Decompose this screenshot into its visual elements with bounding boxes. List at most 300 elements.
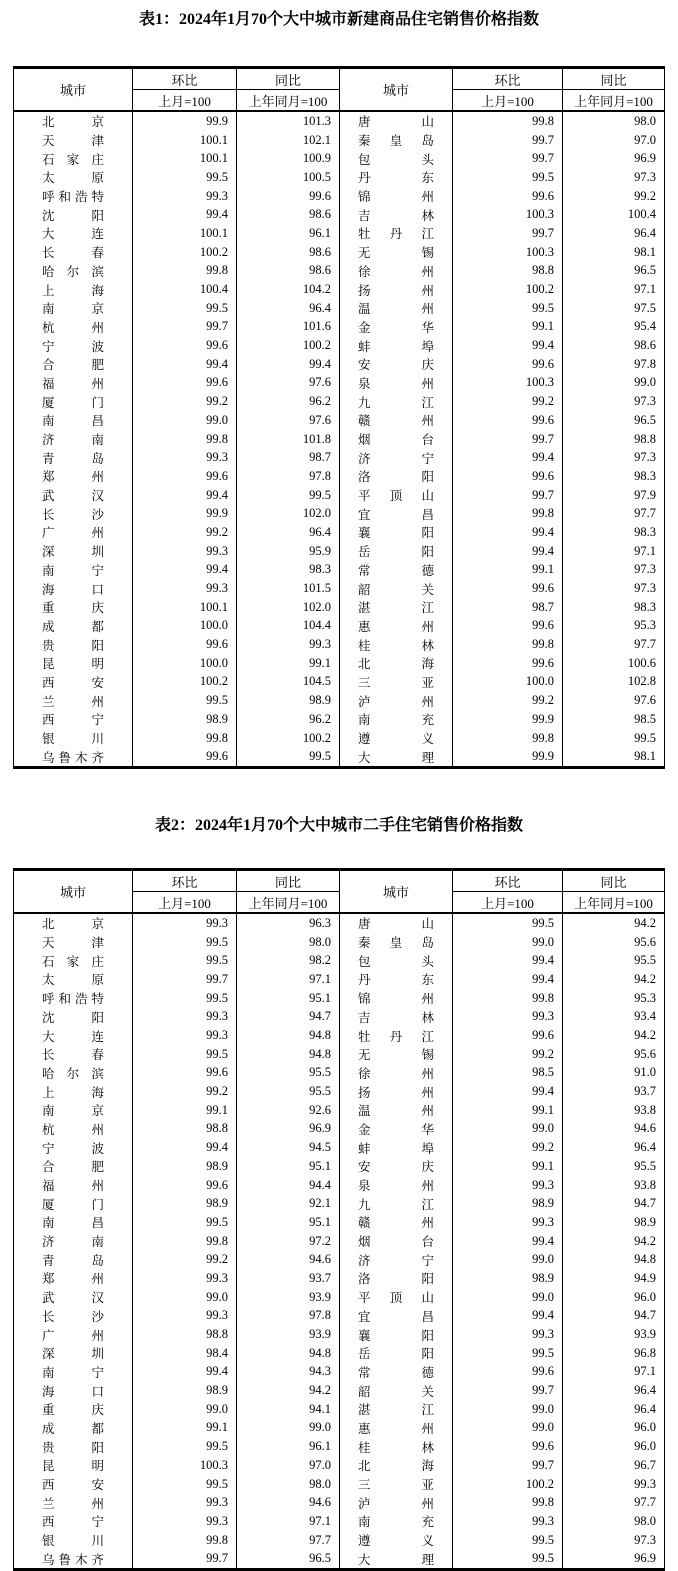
city-cell bbox=[340, 913, 453, 933]
city-name: 银川 bbox=[42, 732, 104, 747]
table-row bbox=[14, 1120, 665, 1139]
mom-value-cell: 99.9 bbox=[133, 111, 237, 131]
city-name: 温州 bbox=[358, 1104, 434, 1119]
city-cell bbox=[340, 318, 453, 337]
table-row bbox=[14, 374, 665, 393]
city-name: 常德 bbox=[358, 563, 434, 578]
city-name: 海口 bbox=[42, 1384, 104, 1399]
city-cell bbox=[14, 1437, 133, 1456]
mom-value-cell: 99.4 bbox=[133, 355, 237, 374]
city-cell bbox=[14, 989, 133, 1008]
city-name: 襄阳 bbox=[358, 1328, 434, 1343]
city-name: 泉州 bbox=[358, 376, 434, 391]
city-cell bbox=[340, 392, 453, 411]
city-name: 三亚 bbox=[358, 675, 434, 690]
mom-value-cell: 99.0 bbox=[133, 1400, 237, 1419]
mom-value-cell: 100.3 bbox=[453, 205, 563, 224]
header-yoy-base-right: 上年同月=100 bbox=[563, 892, 665, 914]
yoy-value-cell: 93.4 bbox=[634, 1009, 656, 1024]
mom-value-cell: 99.5 bbox=[453, 1549, 563, 1569]
mom-value-cell: 99.1 bbox=[453, 318, 563, 337]
mom-value-cell: 99.5 bbox=[133, 933, 237, 952]
city-cell bbox=[340, 111, 453, 131]
mom-value-cell: 99.7 bbox=[453, 149, 563, 168]
mom-value-cell: 99.1 bbox=[453, 561, 563, 580]
yoy-value-cell: 94.9 bbox=[634, 1270, 656, 1285]
table-row bbox=[14, 1531, 665, 1550]
yoy-value-cell: 96.0 bbox=[634, 1420, 656, 1435]
mom-value-cell: 99.6 bbox=[453, 1363, 563, 1382]
city-cell bbox=[14, 598, 133, 617]
mom-value-cell: 100.0 bbox=[133, 617, 237, 636]
mom-value-cell: 98.5 bbox=[453, 1064, 563, 1083]
table-row bbox=[14, 168, 665, 187]
table-row bbox=[14, 1325, 665, 1344]
mom-value-cell: 99.3 bbox=[133, 448, 237, 467]
city-cell bbox=[14, 542, 133, 561]
city-cell bbox=[14, 1082, 133, 1101]
city-cell bbox=[340, 486, 453, 505]
yoy-value-cell: 95.3 bbox=[634, 990, 656, 1005]
mom-value-cell: 99.7 bbox=[453, 131, 563, 150]
yoy-value-cell: 97.7 bbox=[634, 1495, 656, 1510]
yoy-value-cell: 98.2 bbox=[237, 951, 340, 970]
table-row bbox=[14, 1475, 665, 1494]
city-cell bbox=[14, 561, 133, 580]
yoy-value-cell: 92.6 bbox=[237, 1101, 340, 1120]
city-cell bbox=[14, 1512, 133, 1531]
mom-value-cell: 99.6 bbox=[453, 411, 563, 430]
mom-value-cell: 98.8 bbox=[133, 1325, 237, 1344]
city-cell bbox=[340, 747, 453, 767]
city-cell bbox=[14, 1101, 133, 1120]
city-cell bbox=[340, 1419, 453, 1438]
table-row bbox=[14, 1157, 665, 1176]
city-name: 大连 bbox=[42, 1029, 104, 1044]
city-name: 赣州 bbox=[358, 414, 434, 429]
city-name: 长春 bbox=[42, 246, 104, 261]
mom-value-cell: 100.2 bbox=[133, 243, 237, 262]
mom-value-cell: 99.0 bbox=[453, 933, 563, 952]
mom-value-cell: 99.6 bbox=[453, 579, 563, 598]
table2-secondhand-home-price-index bbox=[13, 868, 665, 1571]
table-row bbox=[14, 355, 665, 374]
mom-value-cell: 99.8 bbox=[133, 262, 237, 281]
yoy-value-cell: 100.2 bbox=[237, 336, 340, 355]
header-yoy-left: 同比 bbox=[237, 870, 340, 892]
mom-value-cell: 100.4 bbox=[133, 280, 237, 299]
table-row bbox=[14, 1138, 665, 1157]
yoy-value-cell: 98.9 bbox=[634, 1214, 656, 1229]
city-cell bbox=[340, 1101, 453, 1120]
yoy-value-cell: 96.9 bbox=[634, 151, 656, 166]
yoy-value-cell: 94.2 bbox=[634, 1028, 656, 1043]
city-cell bbox=[340, 970, 453, 989]
mom-value-cell: 98.9 bbox=[453, 1194, 563, 1213]
yoy-value-cell: 99.5 bbox=[237, 747, 340, 767]
table-row bbox=[14, 673, 665, 692]
mom-value-cell: 100.1 bbox=[133, 149, 237, 168]
yoy-value-cell: 98.6 bbox=[237, 262, 340, 281]
table-row bbox=[14, 1026, 665, 1045]
table-row bbox=[14, 913, 665, 933]
city-name: 北京 bbox=[42, 115, 104, 130]
mom-value-cell: 98.9 bbox=[133, 1157, 237, 1176]
mom-value-cell: 99.0 bbox=[133, 1288, 237, 1307]
city-name: 韶关 bbox=[358, 1384, 434, 1399]
city-cell bbox=[340, 1381, 453, 1400]
mom-value-cell: 99.3 bbox=[133, 542, 237, 561]
yoy-value-cell: 95.4 bbox=[634, 319, 656, 334]
city-name: 大理 bbox=[358, 1552, 434, 1567]
table-row bbox=[14, 1288, 665, 1307]
table-row bbox=[14, 131, 665, 150]
yoy-value-cell: 101.8 bbox=[237, 430, 340, 449]
mom-value-cell: 99.5 bbox=[133, 299, 237, 318]
city-cell bbox=[14, 1400, 133, 1419]
yoy-value-cell: 96.4 bbox=[634, 1383, 656, 1398]
city-name: 南京 bbox=[42, 1104, 104, 1119]
city-name: 上海 bbox=[42, 1085, 104, 1100]
table-row bbox=[14, 318, 665, 337]
city-name: 济南 bbox=[42, 1235, 104, 1250]
city-name: 平顶山 bbox=[358, 489, 434, 504]
city-cell bbox=[14, 1269, 133, 1288]
city-cell bbox=[340, 1120, 453, 1139]
table-row bbox=[14, 224, 665, 243]
yoy-value-cell: 98.0 bbox=[634, 113, 656, 128]
city-name: 济南 bbox=[42, 433, 104, 448]
city-name: 青岛 bbox=[42, 1253, 104, 1268]
city-cell bbox=[340, 411, 453, 430]
city-cell bbox=[340, 1325, 453, 1344]
table-row bbox=[14, 504, 665, 523]
mom-value-cell: 99.7 bbox=[453, 430, 563, 449]
mom-value-cell: 99.0 bbox=[453, 1250, 563, 1269]
table-row bbox=[14, 1064, 665, 1083]
city-cell bbox=[14, 131, 133, 150]
mom-value-cell: 99.6 bbox=[133, 374, 237, 393]
yoy-value-cell: 97.1 bbox=[634, 543, 656, 558]
city-name: 贵阳 bbox=[42, 638, 104, 653]
city-name: 乌鲁木齐 bbox=[42, 1552, 104, 1567]
table-row bbox=[14, 933, 665, 952]
city-name: 兰州 bbox=[42, 1496, 104, 1511]
city-name: 南宁 bbox=[42, 563, 104, 578]
mom-value-cell: 99.8 bbox=[453, 635, 563, 654]
table-row bbox=[14, 1363, 665, 1382]
city-name: 扬州 bbox=[358, 283, 434, 298]
mom-value-cell: 99.6 bbox=[133, 747, 237, 767]
table-row bbox=[14, 1082, 665, 1101]
city-name: 福州 bbox=[42, 1179, 104, 1194]
yoy-value-cell: 97.1 bbox=[634, 282, 656, 297]
table-row bbox=[14, 392, 665, 411]
mom-value-cell: 99.6 bbox=[453, 1437, 563, 1456]
table-row bbox=[14, 579, 665, 598]
city-name: 金华 bbox=[358, 320, 434, 335]
city-cell bbox=[340, 1363, 453, 1382]
city-name: 呼和浩特 bbox=[42, 992, 104, 1007]
city-cell bbox=[340, 187, 453, 206]
table-row bbox=[14, 710, 665, 729]
city-name: 烟台 bbox=[358, 1235, 434, 1250]
yoy-value-cell: 93.7 bbox=[237, 1269, 340, 1288]
city-name: 武汉 bbox=[42, 489, 104, 504]
city-name: 长沙 bbox=[42, 1309, 104, 1324]
table-row bbox=[14, 111, 665, 131]
yoy-value-cell: 101.6 bbox=[237, 318, 340, 337]
yoy-value-cell: 102.8 bbox=[627, 674, 656, 689]
mom-value-cell: 100.3 bbox=[133, 1456, 237, 1475]
city-name: 上海 bbox=[42, 283, 104, 298]
city-name: 北海 bbox=[358, 657, 434, 672]
yoy-value-cell: 99.3 bbox=[237, 635, 340, 654]
yoy-value-cell: 93.9 bbox=[634, 1327, 656, 1342]
header-yoy-base-left: 上年同月=100 bbox=[237, 90, 340, 112]
city-name: 包头 bbox=[358, 954, 434, 969]
city-cell bbox=[340, 1250, 453, 1269]
header-city-left: 城市 bbox=[14, 870, 133, 914]
yoy-value-cell: 102.0 bbox=[237, 504, 340, 523]
header-mom-left: 环比 bbox=[133, 68, 237, 90]
city-name: 唐山 bbox=[358, 115, 434, 130]
mom-value-cell: 99.2 bbox=[133, 392, 237, 411]
mom-value-cell: 99.4 bbox=[453, 542, 563, 561]
city-name: 深圳 bbox=[42, 545, 104, 560]
city-name: 徐州 bbox=[358, 1066, 434, 1081]
yoy-value-cell: 95.1 bbox=[237, 989, 340, 1008]
city-name: 沈阳 bbox=[42, 208, 104, 223]
city-cell bbox=[340, 673, 453, 692]
mom-value-cell: 99.8 bbox=[453, 729, 563, 748]
yoy-value-cell: 95.5 bbox=[237, 1082, 340, 1101]
mom-value-cell: 99.4 bbox=[133, 205, 237, 224]
mom-value-cell: 99.5 bbox=[453, 168, 563, 187]
table-row bbox=[14, 561, 665, 580]
city-cell bbox=[340, 729, 453, 748]
yoy-value-cell: 97.6 bbox=[237, 411, 340, 430]
table-row bbox=[14, 205, 665, 224]
city-name: 沈阳 bbox=[42, 1010, 104, 1025]
city-cell bbox=[14, 1363, 133, 1382]
yoy-value-cell: 96.2 bbox=[237, 710, 340, 729]
yoy-value-cell: 98.3 bbox=[634, 468, 656, 483]
city-cell bbox=[14, 149, 133, 168]
mom-value-cell: 99.4 bbox=[453, 1307, 563, 1326]
city-name: 昆明 bbox=[42, 657, 104, 672]
city-cell bbox=[14, 710, 133, 729]
yoy-value-cell: 93.8 bbox=[634, 1177, 656, 1192]
mom-value-cell: 99.9 bbox=[453, 710, 563, 729]
header-yoy-base-right: 上年同月=100 bbox=[563, 90, 665, 112]
city-cell bbox=[340, 299, 453, 318]
city-name: 太原 bbox=[42, 973, 104, 988]
mom-value-cell: 99.5 bbox=[453, 1531, 563, 1550]
table-row bbox=[14, 654, 665, 673]
city-cell bbox=[14, 224, 133, 243]
city-cell bbox=[14, 336, 133, 355]
yoy-value-cell: 97.1 bbox=[634, 1364, 656, 1379]
city-name: 遵义 bbox=[358, 1534, 434, 1549]
yoy-value-cell: 98.6 bbox=[237, 205, 340, 224]
city-name: 太原 bbox=[42, 171, 104, 186]
yoy-value-cell: 96.1 bbox=[237, 1437, 340, 1456]
yoy-value-cell: 98.5 bbox=[634, 711, 656, 726]
mom-value-cell: 100.0 bbox=[453, 673, 563, 692]
yoy-value-cell: 95.3 bbox=[634, 618, 656, 633]
mom-value-cell: 99.6 bbox=[453, 654, 563, 673]
city-name: 昆明 bbox=[42, 1459, 104, 1474]
yoy-value-cell: 99.5 bbox=[237, 486, 340, 505]
yoy-value-cell: 99.2 bbox=[634, 188, 656, 203]
city-cell bbox=[14, 1157, 133, 1176]
table1-header bbox=[14, 68, 665, 112]
city-cell bbox=[14, 1232, 133, 1251]
city-name: 蚌埠 bbox=[358, 1141, 434, 1156]
city-cell bbox=[14, 523, 133, 542]
yoy-value-cell: 100.5 bbox=[237, 168, 340, 187]
yoy-value-cell: 96.5 bbox=[237, 1549, 340, 1569]
yoy-value-cell: 104.2 bbox=[237, 280, 340, 299]
yoy-value-cell: 97.8 bbox=[237, 1307, 340, 1326]
mom-value-cell: 98.9 bbox=[133, 710, 237, 729]
city-name: 蚌埠 bbox=[358, 339, 434, 354]
mom-value-cell: 99.4 bbox=[453, 951, 563, 970]
city-cell bbox=[14, 467, 133, 486]
yoy-value-cell: 94.8 bbox=[237, 1344, 340, 1363]
yoy-value-cell: 99.3 bbox=[634, 1476, 656, 1491]
yoy-value-cell: 94.6 bbox=[237, 1493, 340, 1512]
table-row bbox=[14, 336, 665, 355]
table-row bbox=[14, 1176, 665, 1195]
city-name: 天津 bbox=[42, 134, 104, 149]
city-name: 重庆 bbox=[42, 601, 104, 616]
city-name: 北海 bbox=[358, 1459, 434, 1474]
table-row bbox=[14, 1344, 665, 1363]
mom-value-cell: 98.9 bbox=[453, 1269, 563, 1288]
city-name: 哈尔滨 bbox=[42, 264, 104, 279]
city-cell bbox=[14, 168, 133, 187]
yoy-value-cell: 96.8 bbox=[634, 1345, 656, 1360]
city-cell bbox=[14, 913, 133, 933]
city-name: 惠州 bbox=[358, 1421, 434, 1436]
city-cell bbox=[340, 374, 453, 393]
city-cell bbox=[14, 411, 133, 430]
city-cell bbox=[14, 1419, 133, 1438]
mom-value-cell: 99.3 bbox=[133, 187, 237, 206]
city-name: 赣州 bbox=[358, 1216, 434, 1231]
mom-value-cell: 99.8 bbox=[453, 989, 563, 1008]
mom-value-cell: 98.4 bbox=[133, 1344, 237, 1363]
city-cell bbox=[340, 523, 453, 542]
city-name: 宁波 bbox=[42, 339, 104, 354]
city-name: 泉州 bbox=[358, 1179, 434, 1194]
mom-value-cell: 99.3 bbox=[133, 1512, 237, 1531]
city-cell bbox=[340, 1288, 453, 1307]
city-name: 乌鲁木齐 bbox=[42, 750, 104, 765]
yoy-value-cell: 95.9 bbox=[237, 542, 340, 561]
city-name: 九江 bbox=[358, 1197, 434, 1212]
city-cell bbox=[340, 598, 453, 617]
mom-value-cell: 99.5 bbox=[133, 691, 237, 710]
mom-value-cell: 99.4 bbox=[453, 970, 563, 989]
yoy-value-cell: 99.1 bbox=[237, 654, 340, 673]
yoy-value-cell: 96.3 bbox=[237, 913, 340, 933]
mom-value-cell: 99.3 bbox=[133, 1026, 237, 1045]
yoy-value-cell: 99.5 bbox=[634, 730, 656, 745]
city-cell bbox=[14, 355, 133, 374]
city-cell bbox=[340, 710, 453, 729]
city-cell bbox=[14, 729, 133, 748]
mom-value-cell: 99.4 bbox=[453, 523, 563, 542]
yoy-value-cell: 93.9 bbox=[237, 1288, 340, 1307]
city-name: 兰州 bbox=[42, 694, 104, 709]
city-name: 南昌 bbox=[42, 1216, 104, 1231]
mom-value-cell: 100.2 bbox=[453, 280, 563, 299]
city-cell bbox=[340, 579, 453, 598]
city-cell bbox=[14, 1120, 133, 1139]
mom-value-cell: 99.5 bbox=[133, 1437, 237, 1456]
mom-value-cell: 99.6 bbox=[453, 355, 563, 374]
mom-value-cell: 99.2 bbox=[133, 523, 237, 542]
yoy-value-cell: 98.3 bbox=[634, 524, 656, 539]
city-cell bbox=[14, 1307, 133, 1326]
city-cell bbox=[14, 654, 133, 673]
mom-value-cell: 98.8 bbox=[453, 262, 563, 281]
mom-value-cell: 99.4 bbox=[133, 1363, 237, 1382]
table-row bbox=[14, 1493, 665, 1512]
city-name: 济宁 bbox=[358, 1253, 434, 1268]
mom-value-cell: 99.8 bbox=[453, 504, 563, 523]
mom-value-cell: 99.8 bbox=[133, 430, 237, 449]
mom-value-cell: 100.2 bbox=[453, 1475, 563, 1494]
city-name: 丹东 bbox=[358, 973, 434, 988]
mom-value-cell: 99.2 bbox=[453, 1138, 563, 1157]
city-name: 桂林 bbox=[358, 638, 434, 653]
city-cell bbox=[14, 299, 133, 318]
city-cell bbox=[14, 1493, 133, 1512]
city-cell bbox=[14, 243, 133, 262]
city-cell bbox=[14, 1475, 133, 1494]
city-cell bbox=[340, 1157, 453, 1176]
city-cell bbox=[14, 111, 133, 131]
city-name: 海口 bbox=[42, 582, 104, 597]
mom-value-cell: 99.3 bbox=[133, 1008, 237, 1027]
city-cell bbox=[340, 448, 453, 467]
city-name: 包头 bbox=[358, 152, 434, 167]
yoy-value-cell: 96.4 bbox=[237, 299, 340, 318]
city-name: 牡丹江 bbox=[358, 227, 434, 242]
mom-value-cell: 99.7 bbox=[453, 1381, 563, 1400]
mom-value-cell: 99.0 bbox=[453, 1288, 563, 1307]
header-city-right: 城市 bbox=[340, 68, 453, 112]
city-name: 九江 bbox=[358, 395, 434, 410]
table-row bbox=[14, 299, 665, 318]
mom-value-cell: 99.5 bbox=[453, 913, 563, 933]
city-cell bbox=[340, 1475, 453, 1494]
yoy-value-cell: 100.2 bbox=[237, 729, 340, 748]
yoy-value-cell: 98.3 bbox=[237, 561, 340, 580]
city-cell bbox=[14, 1176, 133, 1195]
city-name: 泸州 bbox=[358, 694, 434, 709]
table-row bbox=[14, 542, 665, 561]
city-name: 西安 bbox=[42, 1478, 104, 1493]
yoy-value-cell: 93.8 bbox=[634, 1102, 656, 1117]
mom-value-cell: 99.1 bbox=[133, 1101, 237, 1120]
yoy-value-cell: 95.6 bbox=[634, 1046, 656, 1061]
city-cell bbox=[340, 205, 453, 224]
